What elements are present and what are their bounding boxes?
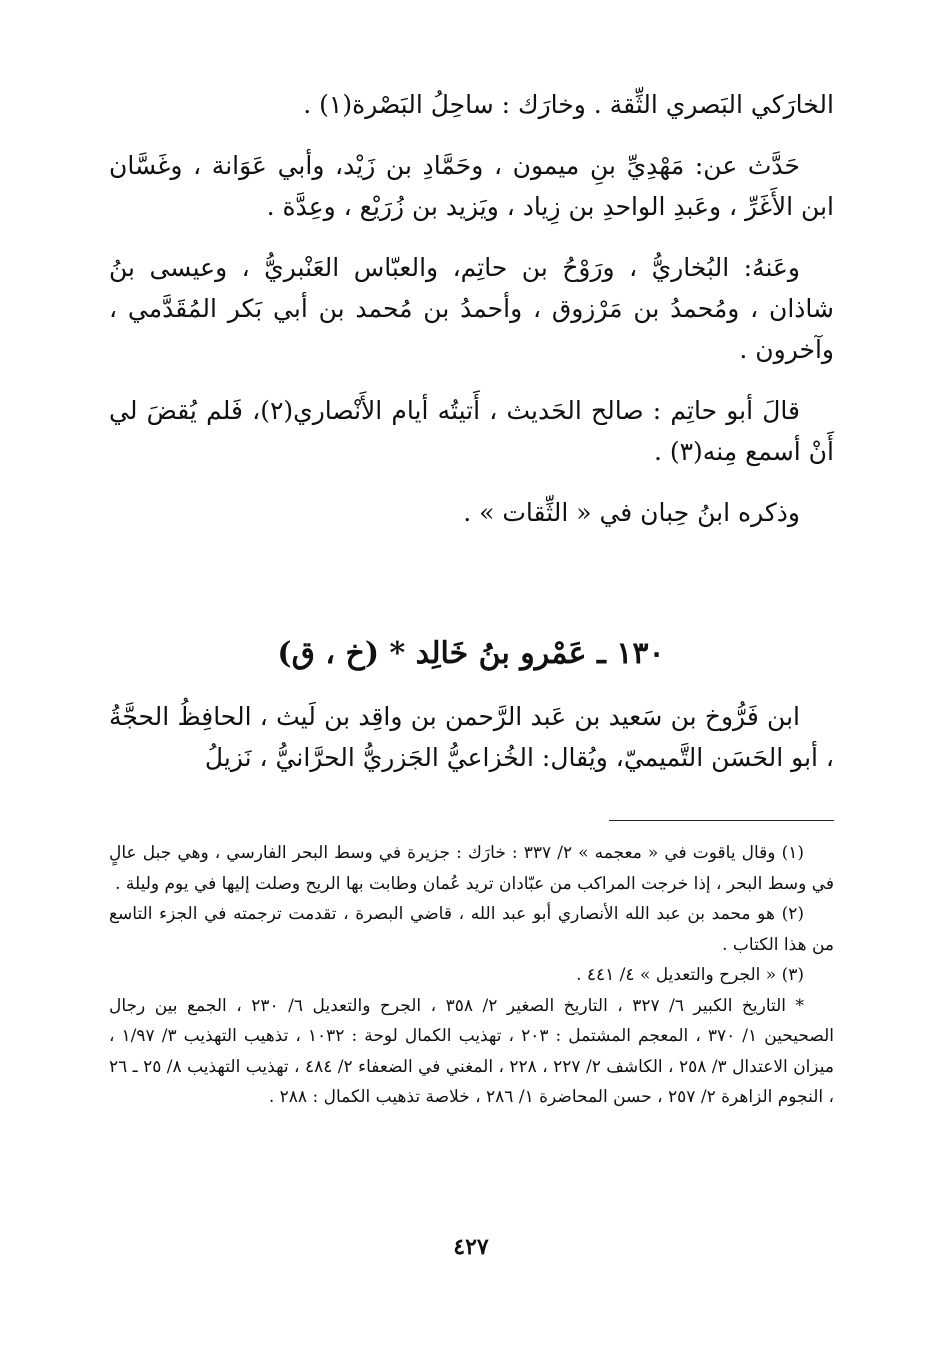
footnote: (١) وقال ياقوت في « معجمه » ٢/ ٣٣٧ : خارَك : جزيرة في وسط البحر الفارسي ، وهي جبل عالٍ في وسط البحر ، إذا خرجت المراكب من عبّادان تريد عُمان وطابت بها الريح وصلت إليها في يوم وليلة .	[109, 843, 834, 894]
text-paragraph: وذكره ابنُ حِبان في « الثِّقات » .	[463, 498, 800, 527]
footnote: (٢) هو محمد بن عبد الله الأنصاري أبو عبد الله ، قاضي البصرة ، تقدمت ترجمته في الجزء التاسع من هذا الكتاب .	[109, 904, 834, 955]
text-paragraph: الخارَكي البَصري الثِّقة . وخارَك : ساحِلُ البَصْرة(١) .	[303, 90, 834, 119]
footnote-sources: * التاريخ الكبير ٦/ ٣٢٧ ، التاريخ الصغير ٢/ ٣٥٨ ، الجرح والتعديل ٦/ ٢٣٠ ، الجمع بين رجال الصحيحين ١/ ٣٧٠ ، المعجم المشتمل : ٢٠٣ ، تهذيب الكمال لوحة : ١٠٣٢ ، تذهيب التهذيب ٣/ ١/٩٧ ، ميزان الاعتدال ٣/ ٢٥٨ ، الكاشف ٢/ ٢٢٧ ، ٢٢٨ ، المغني في الضعفاء ٢/ ٤٨٤ ، تهذيب التهذيب ٨/ ٢٥ ـ ٢٦ ، النجوم الزاهرة ٢/ ٢٥٧ ، حسن المحاضرة ١/ ٢٨٦ ، خلاصة تذهيب الكمال : ٢٨٨ .	[109, 995, 835, 1107]
text-paragraph: ابن فَرُّوخ بن سَعيد بن عَبد الرَّحمن بن واقِد بن لَيث ، الحافِظُ الحجَّةُ ، أبو الحَسَن التَّميميّ، ويُقال: الخُزاعيُّ الجَزريُّ الحرَّانيُّ ، نَزيلُ	[109, 702, 834, 772]
footnotes	[109, 838, 834, 1113]
entry-heading: ١٣٠ ـ عَمْرو بنُ خَالِد * (خ ، ق)	[277, 636, 665, 671]
footnote: (٣) « الجرح والتعديل » ٤/ ٤٤١ .	[576, 965, 804, 985]
page-number: ٤٢٧	[453, 1234, 489, 1260]
text-paragraph: وعَنهُ: البُخاريُّ ، ورَوْحُ بن حاتِم، والعبّاس العَنْبريُّ ، وعيسى بنُ شاذان ، ومُحمدُ بن مَرْزوق ، وأحمدُ بن مُحمد بن أبي بَكر المُقَدَّمي ، وآخرون .	[109, 253, 834, 364]
text-paragraph: حَدَّث عن: مَهْدِيِّ بنِ ميمون ، وحَمَّادِ بن زَيْد، وأبي عَوَانة ، وغَسَّان ابن الأَغَرِّ ، وعَبدِ الواحدِ بن زِياد ، ويَزيد بن زُرَيْع ، وعِدَّة .	[109, 151, 834, 221]
footnote-divider	[609, 820, 834, 821]
main-text-bottom	[109, 696, 834, 798]
main-text-top	[109, 84, 834, 553]
text-paragraph: قالَ أبو حاتِم : صالح الحَديث ، أَتيتُه أيام الأَنْصاري(٢)، فَلم يُقضَ لي أَنْ أسمع مِنه(٣) .	[109, 396, 834, 466]
